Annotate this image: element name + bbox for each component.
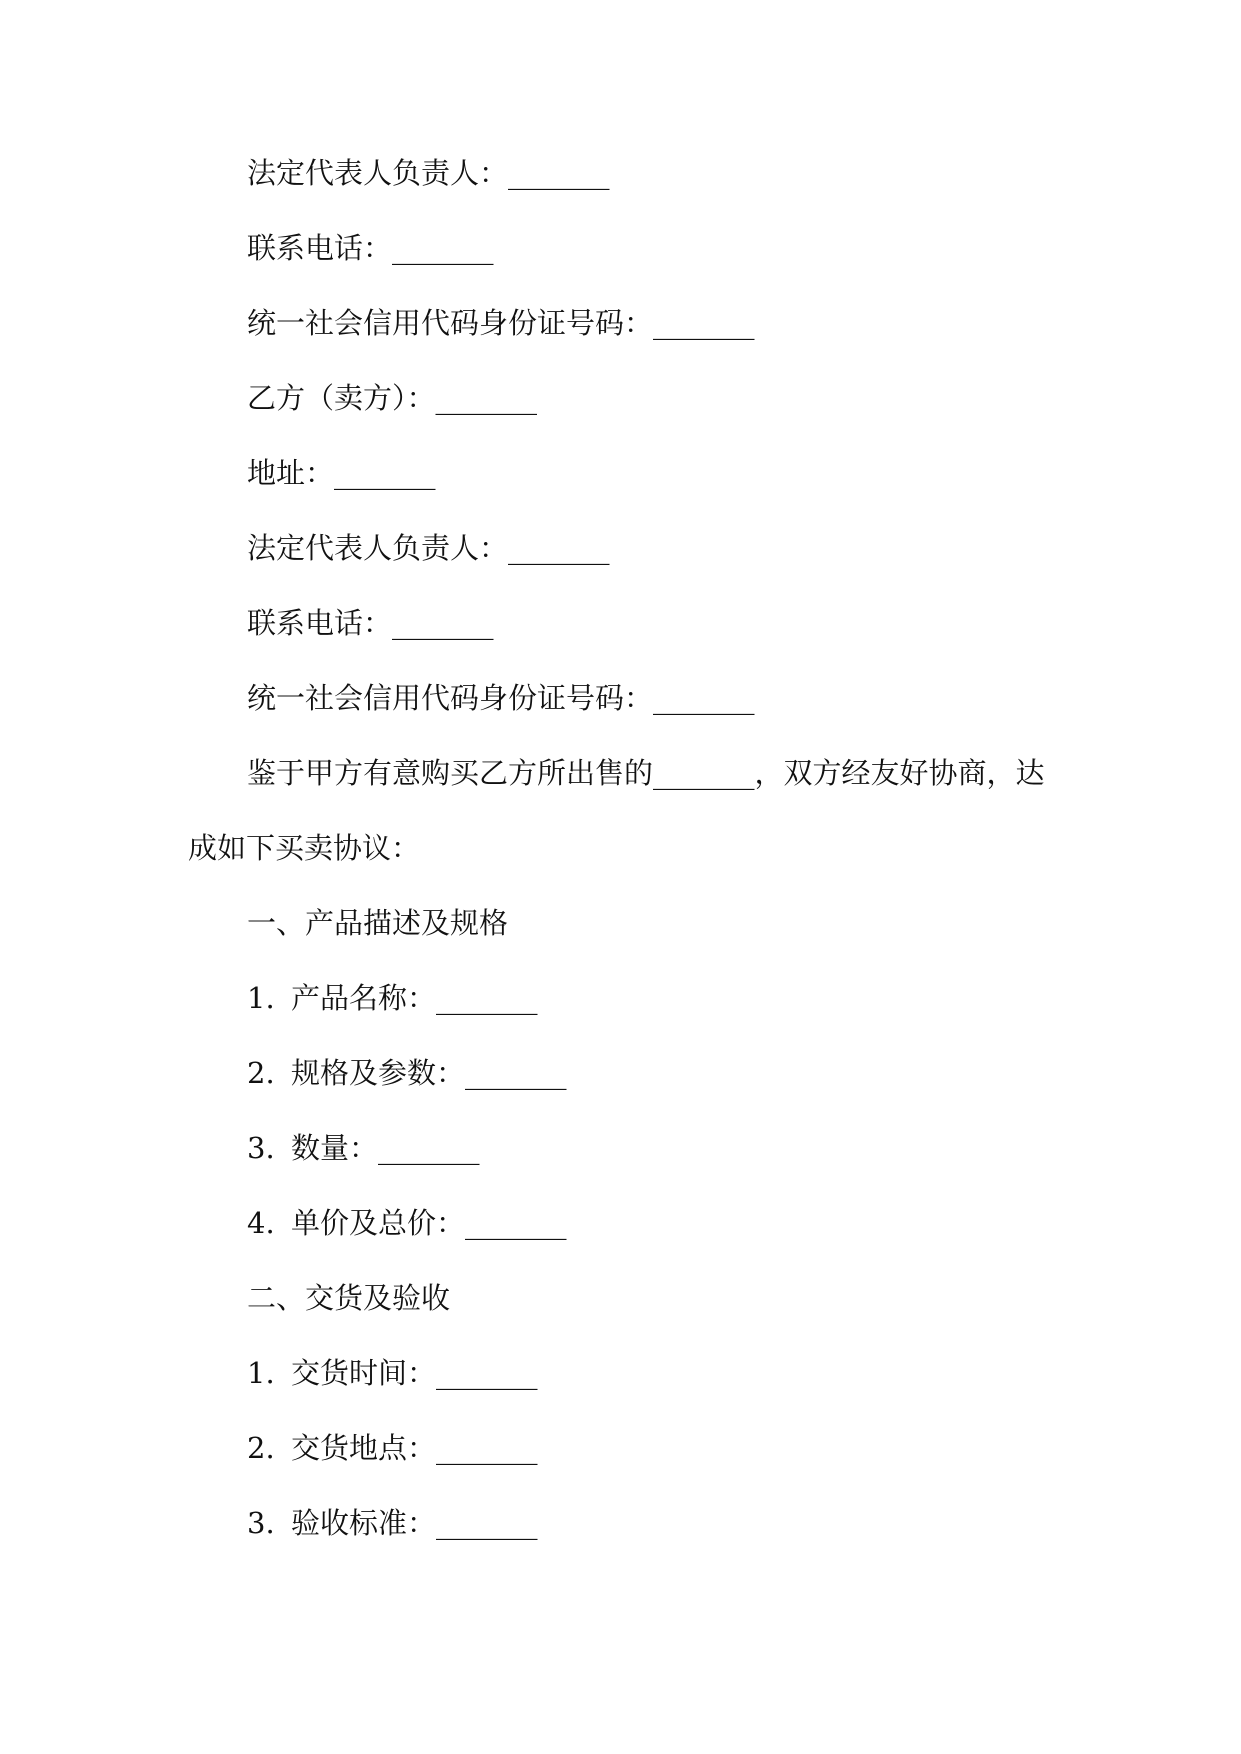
list-item-number: 1. [247,1356,275,1390]
list-item-text: 单价及总价：_______ [291,1206,567,1240]
party-b-legal-representative: 法定代表人负责人：_______ [247,531,610,565]
list-item [247,1430,538,1466]
list-item-text: 数量：_______ [291,1131,480,1165]
list-item [247,1205,567,1241]
party-a-phone: 联系电话：_______ [247,231,494,265]
preamble-line-1: 鉴于甲方有意购买乙方所出售的_______，双方经友好协商，达 [247,756,1045,790]
section-2-heading: 二、交货及验收 [247,1281,451,1315]
preamble-line-2: 成如下买卖协议： [188,831,421,865]
list-item-number: 2. [247,1431,275,1465]
party-a-credit-code: 统一社会信用代码身份证号码：_______ [247,306,755,340]
list-item-text: 交货地点：_______ [291,1431,538,1465]
list-item-text: 验收标准：_______ [291,1506,538,1540]
list-item-number: 3. [247,1506,275,1540]
list-item-number: 2. [247,1056,275,1090]
party-b-address: 地址：_______ [247,456,436,490]
list-item [247,980,538,1016]
list-item-text: 产品名称：_______ [291,981,538,1015]
party-b-credit-code: 统一社会信用代码身份证号码：_______ [247,681,755,715]
list-item [247,1355,538,1391]
party-b-phone: 联系电话：_______ [247,606,494,640]
list-item-text: 规格及参数：_______ [291,1056,567,1090]
section-1-heading: 一、产品描述及规格 [247,906,509,940]
list-item [247,1055,567,1091]
party-b-heading: 乙方（卖方）：_______ [247,381,538,415]
list-item-number: 3. [247,1131,275,1165]
list-item [247,1505,538,1541]
list-item-number: 1. [247,981,275,1015]
list-item-number: 4. [247,1206,275,1240]
list-item [247,1130,480,1166]
party-a-legal-representative: 法定代表人负责人：_______ [247,156,610,190]
list-item-text: 交货时间：_______ [291,1356,538,1390]
